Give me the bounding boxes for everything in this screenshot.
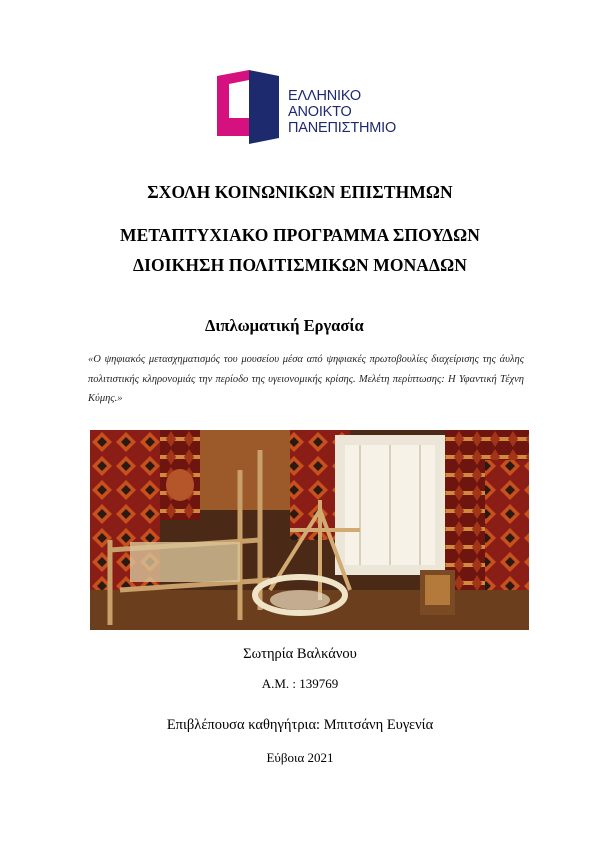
place-date: Εύβοια 2021 [266,750,334,765]
specialization-name: ΔΙΟΙΚΗΣΗ ΠΟΛΙΤΙΣΜΙΚΩΝ ΜΟΝΑΔΩΝ [133,255,467,275]
student-id: Α.Μ. : 139769 [261,676,339,691]
author-name: Σωτηρία Βαλκάνου [243,646,357,662]
logo-line-1: ΕΛΛΗΝΙΚΟ [288,88,361,104]
university-logo [213,70,403,144]
logo-text [288,88,396,136]
logo-line-3: ΠΑΝΕΠΙΣΤΗΜΙΟ [288,120,397,136]
logo-line-2: ΑΝΟΙΚΤΟ [288,104,352,120]
thesis-label: Διπλωματική Εργασία [205,316,364,335]
loom-museum-photo [90,430,529,630]
supervisor: Επιβλέπουσα καθηγήτρια: Μπιτσάνη Ευγενία [166,717,434,733]
thesis-title: «Ο ψηφιακός μετασχηματισμός του μουσείου μέσα από ψηφιακές πρωτοβουλίες διαχείρισης της άυλης πολιτιστικής κληρονομιάς την περίοδο της υγειονομικής κρίσης. Μελέτη περίπτωσης: Η Υφαντική Τέχνη Κύμης.» [88,354,524,404]
logo-mark-icon [213,70,285,144]
program-name: ΜΕΤΑΠΤΥΧΙΑΚΟ ΠΡΟΓΡΑΜΜΑ ΣΠΟΥΔΩΝ [120,225,480,245]
school-name: ΣΧΟΛΗ ΚΟΙΝΩΝΙΚΩΝ ΕΠΙΣΤΗΜΩΝ [147,182,453,202]
